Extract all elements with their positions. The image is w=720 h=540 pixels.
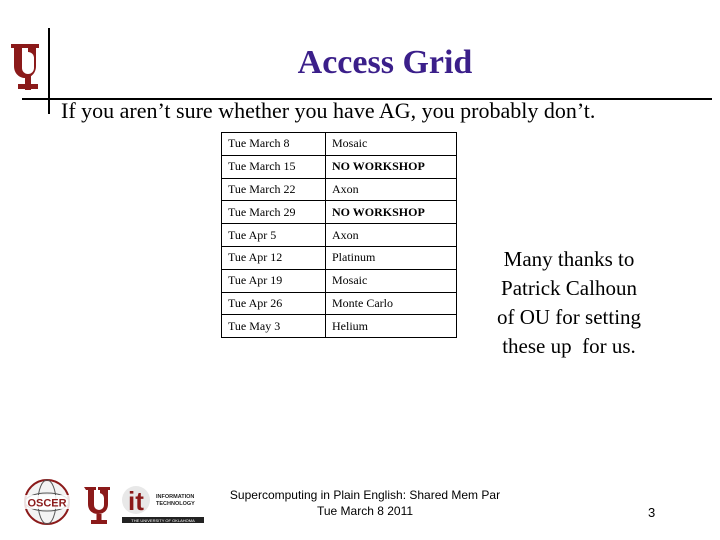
table-row bbox=[222, 269, 457, 292]
table-row bbox=[222, 224, 457, 247]
date-cell: Tue Apr 19 bbox=[222, 269, 326, 292]
date-cell: Tue Apr 5 bbox=[222, 224, 326, 247]
venue-cell: Axon bbox=[326, 224, 457, 247]
date-cell: Tue March 29 bbox=[222, 201, 326, 224]
table-row bbox=[222, 133, 457, 156]
date-cell: Tue May 3 bbox=[222, 315, 326, 338]
oscer-logo-text: OSCER bbox=[27, 497, 67, 510]
table-row bbox=[222, 292, 457, 315]
thanks-line: these up for us. bbox=[502, 334, 636, 358]
it-logo-line3: THE UNIVERSITY OF OKLAHOMA bbox=[131, 517, 195, 523]
venue-cell: Platinum bbox=[326, 246, 457, 269]
page-number: 3 bbox=[648, 505, 656, 520]
date-cell: Tue Apr 12 bbox=[222, 246, 326, 269]
ou-it-logo-icon bbox=[120, 480, 206, 526]
ou-small-logo-icon bbox=[82, 484, 116, 526]
it-logo-line2: TECHNOLOGY bbox=[156, 501, 195, 507]
footer-line2: Tue March 8 2011 bbox=[316, 504, 414, 518]
date-cell: Tue March 22 bbox=[222, 178, 326, 201]
venue-cell: NO WORKSHOP bbox=[326, 155, 457, 178]
venue-cell: Axon bbox=[326, 178, 457, 201]
date-cell: Tue March 15 bbox=[222, 155, 326, 178]
slide-subtitle: If you aren’t sure whether you have AG, you probably don’t. bbox=[61, 98, 596, 123]
it-logo-line1: INFORMATION bbox=[156, 494, 195, 500]
thanks-line: Many thanks to bbox=[503, 247, 635, 271]
table-row bbox=[222, 178, 457, 201]
thanks-line: Patrick Calhoun bbox=[501, 276, 637, 300]
schedule-table bbox=[221, 132, 457, 338]
table-row bbox=[222, 246, 457, 269]
slide-title: Access Grid bbox=[297, 44, 473, 81]
venue-cell: NO WORKSHOP bbox=[326, 201, 457, 224]
footer-text bbox=[210, 487, 520, 519]
table-row bbox=[222, 315, 457, 338]
venue-cell: Mosaic bbox=[326, 269, 457, 292]
venue-cell: Monte Carlo bbox=[326, 292, 457, 315]
it-logo-mark: it bbox=[128, 486, 144, 516]
footer-line1: Supercomputing in Plain English: Shared Mem Par bbox=[229, 488, 501, 502]
table-row bbox=[222, 155, 457, 178]
thanks-line: of OU for setting bbox=[496, 305, 642, 329]
venue-cell: Mosaic bbox=[326, 133, 457, 156]
date-cell: Tue Apr 26 bbox=[222, 292, 326, 315]
oscer-logo-icon bbox=[18, 478, 76, 526]
thanks-text bbox=[474, 245, 664, 361]
venue-cell: Helium bbox=[326, 315, 457, 338]
date-cell: Tue March 8 bbox=[222, 133, 326, 156]
table-row bbox=[222, 201, 457, 224]
